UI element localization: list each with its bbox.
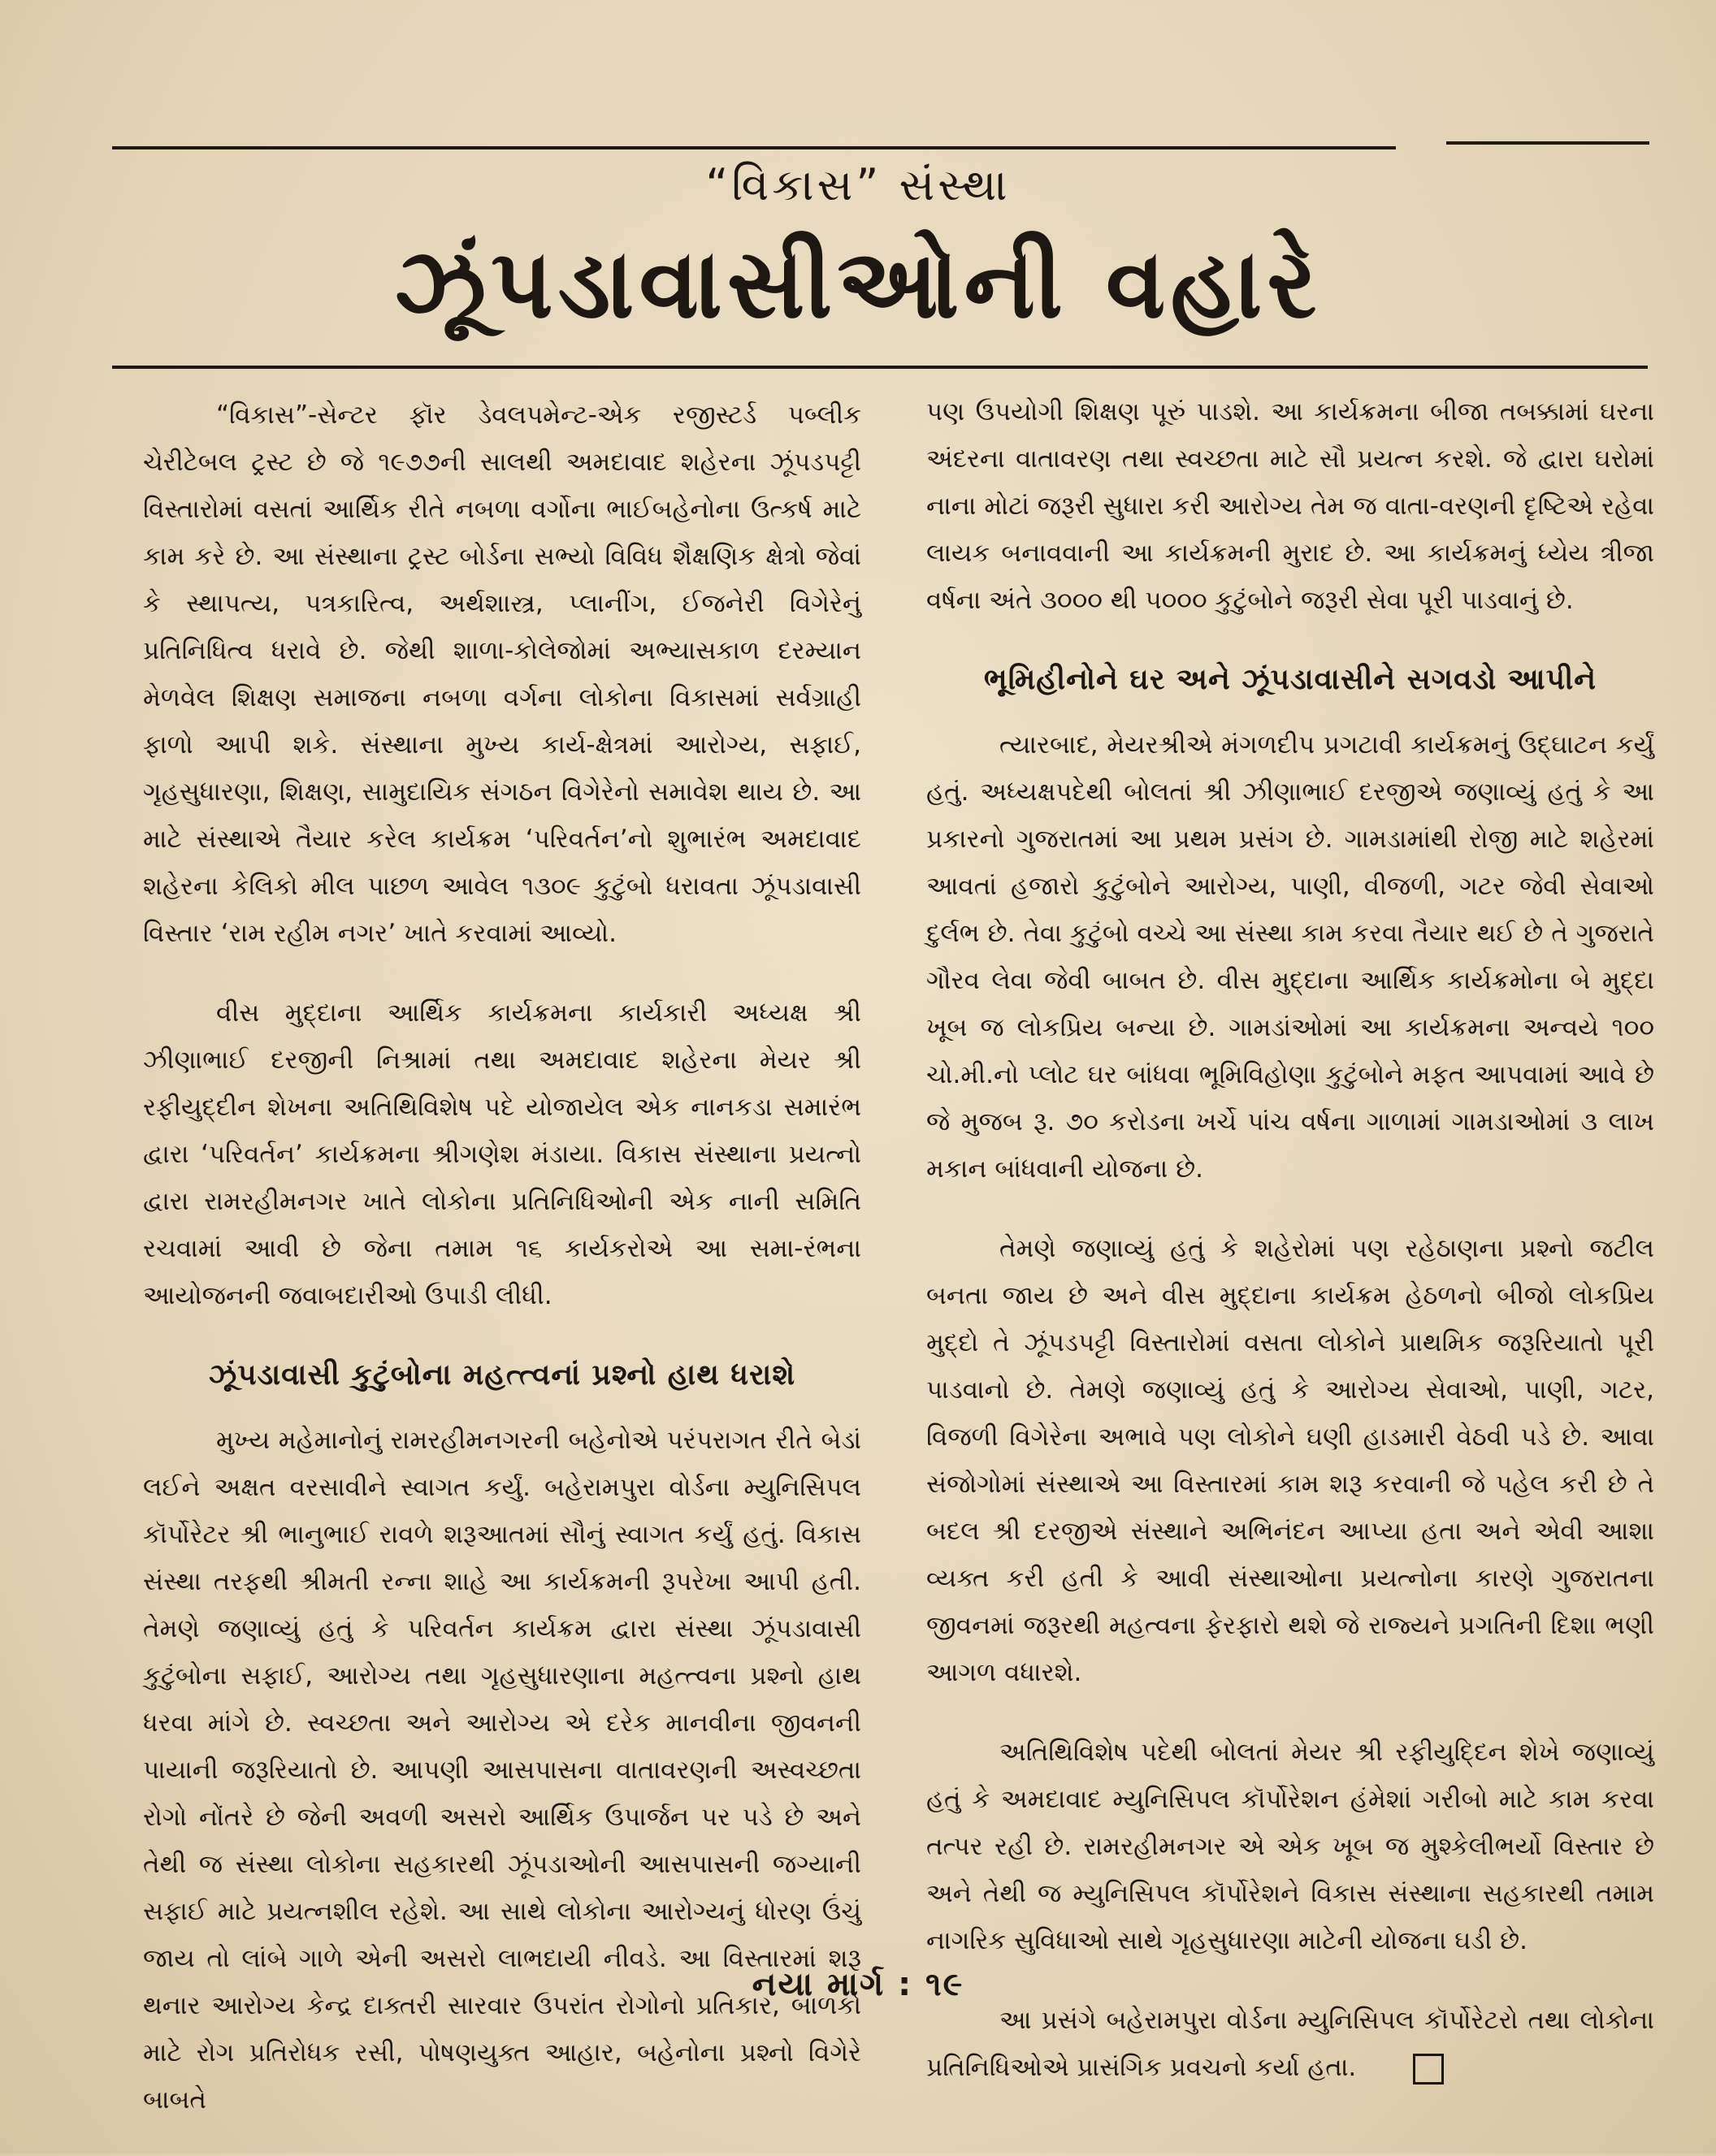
paragraph-closing-text: આ પ્રસંગે બહેરામપુરા વોર્ડના મ્યુનિસિપલ કૉર્પોરેટરો તથા લોકોના પ્રતિનિધિઓએ પ્રાસંગિક પ્રવચનો કર્યા હતા. [926,2006,1654,2082]
top-rule-left [112,146,1396,149]
paragraph-continuation: પણ ઉપયોગી શિક્ષણ પૂરું પાડશે. આ કાર્યક્રમના બીજા તબક્કામાં ઘરના અંદરના વાતાવરણ તથા સ્વચ્છતા માટે સૌ પ્રયત્ન કરશે. જે દ્વારા ઘરોમાં નાના મોટાં જરૂરી સુધારા કરી આરોગ્ય તેમ જ વાતા-વરણની દૃષ્ટિએ રહેવા લાયક બનાવવાની આ કાર્યક્રમની મુરાદ છે. આ કાર્યક્રમનું ધ્યેય ત્રીજા વર્ષના અંતે ૩૦૦૦ થી ૫૦૦૦ કુટુંબોને જરૂરી સેવા પૂરી પાડવાનું છે. [926,397,1654,615]
end-of-article-icon [1413,2054,1444,2085]
paragraph-intro: “વિકાસ”-સેન્ટર ફૉર ડેવલપમેન્ટ-એક રજીસ્ટર્ડ પબ્લીક ચેરીટેબલ ટ્રસ્ટ છે જે ૧૯૭૭ની સાલથી અમદાવાદ શહેરના ઝૂંપડપટ્ટી વિસ્તારોમાં વસતાં આર્થિક રીતે નબળા વર્ગોના ભાઈબહેનોના ઉત્કર્ષ માટે કામ કરે છે. આ સંસ્થાના ટ્રસ્ટ બોર્ડના સભ્યો વિવિધ શૈક્ષણિક ક્ષેત્રો જેવાં કે સ્થાપત્ય, પત્રકારિત્વ, અર્થશાસ્ત્ર, પ્લાનીંગ, ઈજનેરી વિગેરેનું પ્રતિનિધિત્વ ધરાવે છે. જેથી શાળા-કોલેજોમાં અભ્યાસકાળ દરમ્યાન મેળવેલ શિક્ષણ સમાજના નબળા વર્ગના લોકોના વિકાસમાં સર્વગ્રાહી ફાળો આપી શકે. સંસ્થાના મુખ્ય કાર્ય-ક્ષેત્રમાં આરોગ્ય, સફાઈ, ગૃહસુધારણા, શિક્ષણ, સામુદાયિક સંગઠન વિગેરેનો સમાવેશ થાય છે. આ માટે સંસ્થાએ તૈયાર કરેલ કાર્યક્રમ ‘પરિવર્તન’નો શુભારંભ અમદાવાદ શહેરના કેલિકો મીલ પાછળ આવેલ ૧૩૦૯ કુટુંબો ધરાવતા ઝૂંપડાવાસી વિસ્તાર ‘રામ રહીમ નગર’ ખાતે કરવામાં આવ્યો. [143,400,861,948]
paragraph-closing [926,1997,1654,2091]
article-kicker: “વિકાસ” સંસ્થા [705,159,1011,210]
top-rule-right [1446,141,1649,145]
page-footer: નયા માર્ગ : ૧૯ [752,1966,964,2003]
subheading-slum-families: ઝૂંપડાવાસી કુટુંબોના મહત્ત્વનાં પ્રશ્નો હાથ ધરાશે [208,1358,796,1392]
paragraph-mayor: અતિથિવિશેષ પદેથી બોલતાં મેયર શ્રી રફીયુદ્દિન શેખે જણાવ્યું હતું કે અમદાવાદ મ્યુનિસિપલ કૉર્પોરેશન હંમેશાં ગરીબો માટે કામ કરવા તત્પર રહી છે. રામરહીમનગર એ એક ખૂબ જ મુશ્કેલીભર્યો વિસ્તાર છે અને તેથી જ મ્યુનિસિપલ કૉર્પોરેશને વિકાસ સંસ્થાના સહકારથી તમામ નાગરિક સુવિધાઓ સાથે ગૃહસુધારણા માટેની યોજના ઘડી છે. [926,1738,1654,1955]
paragraph-guests: મુખ્ય મહેમાનોનું રામરહીમનગરની બહેનોએ પરંપરાગત રીતે બેડાં લઈને અક્ષત વરસાવીને સ્વાગત કર્યું. બહેરામપુરા વોર્ડના મ્યુનિસિપલ કૉર્પોરેટર શ્રી ભાનુભાઈ રાવળે શરૂઆતમાં સૌનું સ્વાગત કર્યું હતું. વિકાસ સંસ્થા તરફથી શ્રીમતી રન્ના શાહે આ કાર્યક્રમની રૂપરેખા આપી હતી. તેમણે જણાવ્યું હતું કે પરિવર્તન કાર્યક્રમ દ્વારા સંસ્થા ઝૂંપડાવાસી કુટુંબોના સફાઈ, આરોગ્ય તથા ગૃહસુધારણાના મહત્ત્વના પ્રશ્નો હાથ ધરવા માંગે છે. સ્વચ્છતા અને આરોગ્ય એ દરેક માનવીના જીવનની પાયાની જરૂરિયાતો છે. આપણી આસપાસના વાતાવરણની અસ્વચ્છતા રોગો નોંતરે છે જેની અવળી અસરો આર્થિક ઉપાર્જન પર પડે છે અને તેથી જ સંસ્થા લોકોના સહકારથી ઝૂંપડાઓની આસપાસની જગ્યાની સફાઈ માટે પ્રયત્નશીલ રહેશે. આ સાથે લોકોના આરોગ્યનું ધોરણ ઉંચું જાય તો લાંબે ગાળે એની અસરો લાભદાયી નીવડે. આ વિસ્તારમાં શરૂ થનાર આરોગ્ય કેન્દ્ર દાક્તરી સારવાર ઉપરાંત રોગોનો પ્રતિકાર, બાળકો માટે રોગ પ્રતિરોધક રસી, પોષણયુક્ત આહાર, બહેનોના પ્રશ્નો વિગેરે બાબતે [143,1426,861,2115]
paragraph-ceremony: વીસ મુદ્દાના આર્થિક કાર્યક્રમના કાર્યકારી અધ્યક્ષ શ્રી ઝીણાભાઈ દરજીની નિશ્રામાં તથા અમદાવાદ શહેરના મેયર શ્રી રફીયુદ્દીન શેખના અતિથિવિશેષ પદે યોજાયેલ એક નાનકડા સમારંભ દ્વારા ‘પરિવર્તન’ કાર્યક્રમના શ્રીગણેશ મંડાયા. વિકાસ સંસ્થાના પ્રયત્નો દ્વારા રામરહીમનગર ખાતે લોકોના પ્રતિનિધિઓની એક નાની સમિતિ રચવામાં આવી છે જેના તમામ ૧૬ કાર્યકરોએ આ સમા-રંભના આયોજનની જવાબદારીઓ ઉપાડી લીધી. [143,998,861,1310]
paragraph-urban-housing: તેમણે જણાવ્યું હતું કે શહેરોમાં પણ રહેઠાણના પ્રશ્નો જટીલ બનતા જાય છે અને વીસ મુદ્દાના કાર્યક્રમ હેઠળનો બીજો લોકપ્રિય મુદ્દો તે ઝૂંપડપટ્ટી વિસ્તારોમાં વસતા લોકોને પ્રાથમિક જરૂરિયાતો પૂરી પાડવાનો છે. તેમણે જણાવ્યું હતું કે આરોગ્ય સેવાઓ, પાણી, ગટર, વિજળી વિગેરેના અભાવે પણ લોકોને ઘણી હાડમારી વેઠવી પડે છે. આવા સંજોગોમાં સંસ્થાએ આ વિસ્તારમાં કામ શરૂ કરવાની જે પહેલ કરી છે તે બદલ શ્રી દરજીએ સંસ્થાને અભિનંદન આપ્યા હતા અને એવી આશા વ્યક્ત કરી હતી કે આવી સંસ્થાઓના પ્રયત્નોના કારણે ગુજરાતના જીવનમાં જરૂરથી મહત્વના ફેરફારો થશે જે રાજ્યને પ્રગતિની દિશા ભણી આગળ વધારશે. [926,1234,1654,1687]
subheading-landless-housing: ભૂમિહીનોને ઘર અને ઝૂંપડાવાસીને સગવડો આપીને [983,663,1597,696]
paragraph-inauguration: ત્યારબાદ, મેયરશ્રીએ મંગળદીપ પ્રગટાવી કાર્યક્રમનું ઉદ્ઘાટન કર્યું હતું. અધ્યક્ષપદેથી બોલતાં શ્રી ઝીણાભાઈ દરજીએ જણાવ્યું હતું કે આ પ્રકારનો ગુજરાતમાં આ પ્રથમ પ્રસંગ છે. ગામડામાંથી રોજી માટે શહેરમાં આવતાં હજારો કુટુંબોને આરોગ્ય, પાણી, વીજળી, ગટર જેવી સેવાઓ દુર્લભ છે. તેવા કુટુંબો વચ્ચે આ સંસ્થા કામ કરવા તૈયાર થઈ છે તે ગુજરાતે ગૌરવ લેવા જેવી બાબત છે. વીસ મુદ્દાના આર્થિક કાર્યક્રમોના બે મુદ્દા ખૂબ જ લોકપ્રિય બન્યા છે. ગામડાંઓમાં આ કાર્યક્રમના અન્વયે ૧૦૦ ચો.મી.નો પ્લોટ ઘર બાંધવા ભૂમિવિહોણા કુટુંબોને મફત આપવામાં આવે છે જે મુજબ રૂ. ૭૦ કરોડના ખર્ચે પાંચ વર્ષના ગાળામાં ગામડાઓમાં ૩ લાખ મકાન બાંધવાની યોજના છે. [926,730,1654,1184]
headline-rule [112,366,1648,369]
right-column [926,388,1654,2124]
article-headline: ઝૂંપડાવાસીઓની વહારે [394,227,1322,340]
left-column [143,392,861,2156]
